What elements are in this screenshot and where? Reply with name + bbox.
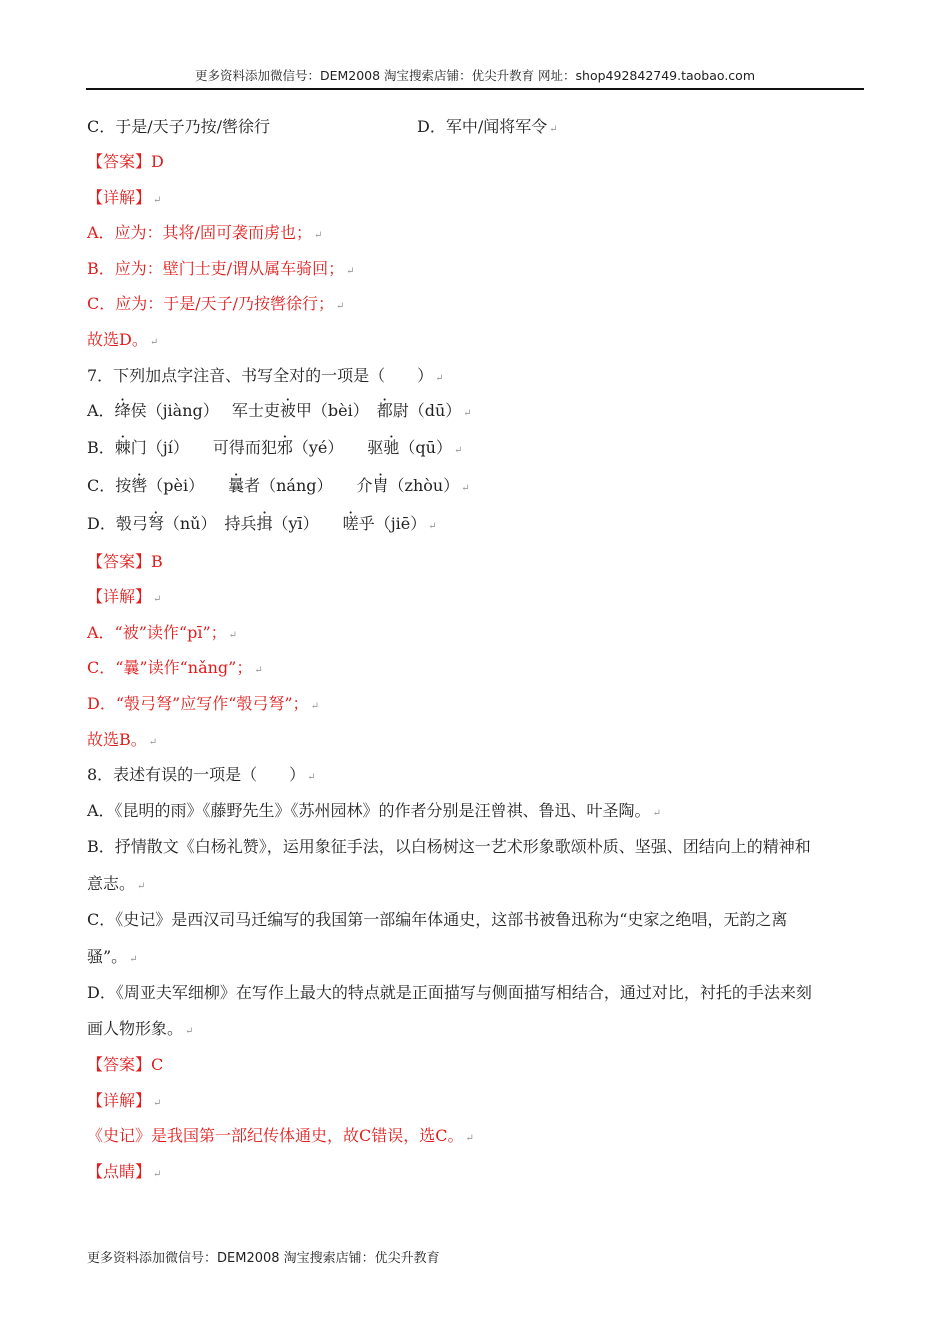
q7-detail-a: A．“被”读作“pī”； ↵: [87, 623, 238, 642]
q8-answer: 【答案】C: [87, 1055, 164, 1074]
q6-detail-b: B．应为：壁门士吏/谓从属车骑回； ↵: [87, 259, 355, 278]
q8-stem: 8．表述有误的一项是（ ） ↵: [87, 765, 316, 784]
q6-option-c: C．于是/天子乃按/辔徐行: [87, 117, 271, 136]
dotted-char: 驰: [383, 438, 400, 457]
q8-option-b-line2: 意志。 ↵: [87, 874, 146, 893]
dotted-char: 棘: [114, 438, 131, 457]
q8-option-a: A．《昆明的雨》《藤野先生》《苏州园林》的作者分别是汪曾祺、鲁迅、叶圣陶。 ↵: [87, 801, 661, 820]
q7-option-c: C．按辔（pèi） 曩者（náng） 介胄（zhòu） ↵: [87, 476, 470, 495]
q6-conclusion: 故选D。 ↵: [87, 330, 159, 349]
q7-option-d: D．彀弓弩（nǔ） 持兵揖（yī） 嗟乎（jiē） ↵: [87, 514, 437, 533]
dotted-char: 都: [376, 401, 393, 420]
q8-option-d-line1: D．《周亚夫军细柳》在写作上最大的特点就是正面描写与侧面描写相结合，通过对比，衬托的手法来刻: [87, 983, 812, 1002]
footer-text: 更多资料添加微信号：DEM2008 淘宝搜索店铺：优尖升教育: [87, 1251, 440, 1266]
q6-detail-c: C．应为：于是/天子/乃按辔徐行； ↵: [87, 294, 345, 313]
q8-option-b-line1: B．抒情散文《白杨礼赞》，运用象征手法，以白杨树这一艺术形象歌颂朴质、坚强、团结向上的精神和: [87, 837, 811, 856]
dotted-char: 弩: [147, 514, 164, 533]
q6-answer: 【答案】D: [87, 152, 164, 171]
q6-options-row: [87, 115, 558, 139]
q8-option-c-line1: C．《史记》是西汉司马迁编写的我国第一部编年体通史，这部书被鲁迅称为“史家之绝唱，无韵之离: [87, 910, 788, 929]
q7-detail-label: 【详解】 ↵: [87, 587, 162, 606]
q7-detail-c: C．“曩”读作“nǎng”； ↵: [87, 658, 263, 677]
q7-option-b: B．棘门（jí） 可得而犯邪（yé） 驱驰（qū） ↵: [87, 438, 463, 457]
q7-answer: 【答案】B: [87, 552, 163, 571]
q6-detail-a: A．应为：其将/固可袭而虏也； ↵: [87, 223, 323, 242]
q7-option-a: A．绛侯（jiàng） 军士吏被甲（bèi） 都尉（dū） ↵: [87, 401, 472, 420]
q6-option-d: D．军中/闻将军令 ↵: [417, 117, 558, 136]
header-text: 更多资料添加微信号：DEM2008 淘宝搜索店铺：优尖升教育 网址：shop492842749.taobao.com: [194, 68, 756, 83]
dotted-char: 揖: [256, 514, 273, 533]
dotted-char: 邪: [276, 438, 293, 457]
dotted-char: 胄: [372, 476, 389, 495]
dotted-char: 曩: [228, 476, 245, 495]
dotted-char: 绛: [114, 401, 131, 420]
q7-stem: 7．下列加点字注音、书写全对的一项是（ ） ↵: [87, 366, 444, 385]
dotted-char: 辔: [131, 476, 148, 495]
dotted-char: 被: [279, 401, 296, 420]
q8-comment-label: 【点睛】 ↵: [87, 1162, 162, 1181]
q7-conclusion: 故选B。 ↵: [87, 730, 158, 749]
dotted-char: 嗟: [342, 514, 359, 533]
q8-option-d-line2: 画人物形象。 ↵: [87, 1019, 194, 1038]
q8-detail: 《史记》是我国第一部纪传体通史，故C错误，选C。 ↵: [87, 1126, 474, 1145]
q7-detail-d: D．“彀弓弩”应写作“彀弓弩”； ↵: [87, 694, 319, 713]
q8-detail-label: 【详解】 ↵: [87, 1091, 162, 1110]
page-footer: [87, 1247, 440, 1266]
q8-option-c-line2: 骚”。 ↵: [87, 947, 138, 966]
page-header: [86, 66, 864, 90]
q6-detail-label: 【详解】 ↵: [87, 188, 162, 207]
